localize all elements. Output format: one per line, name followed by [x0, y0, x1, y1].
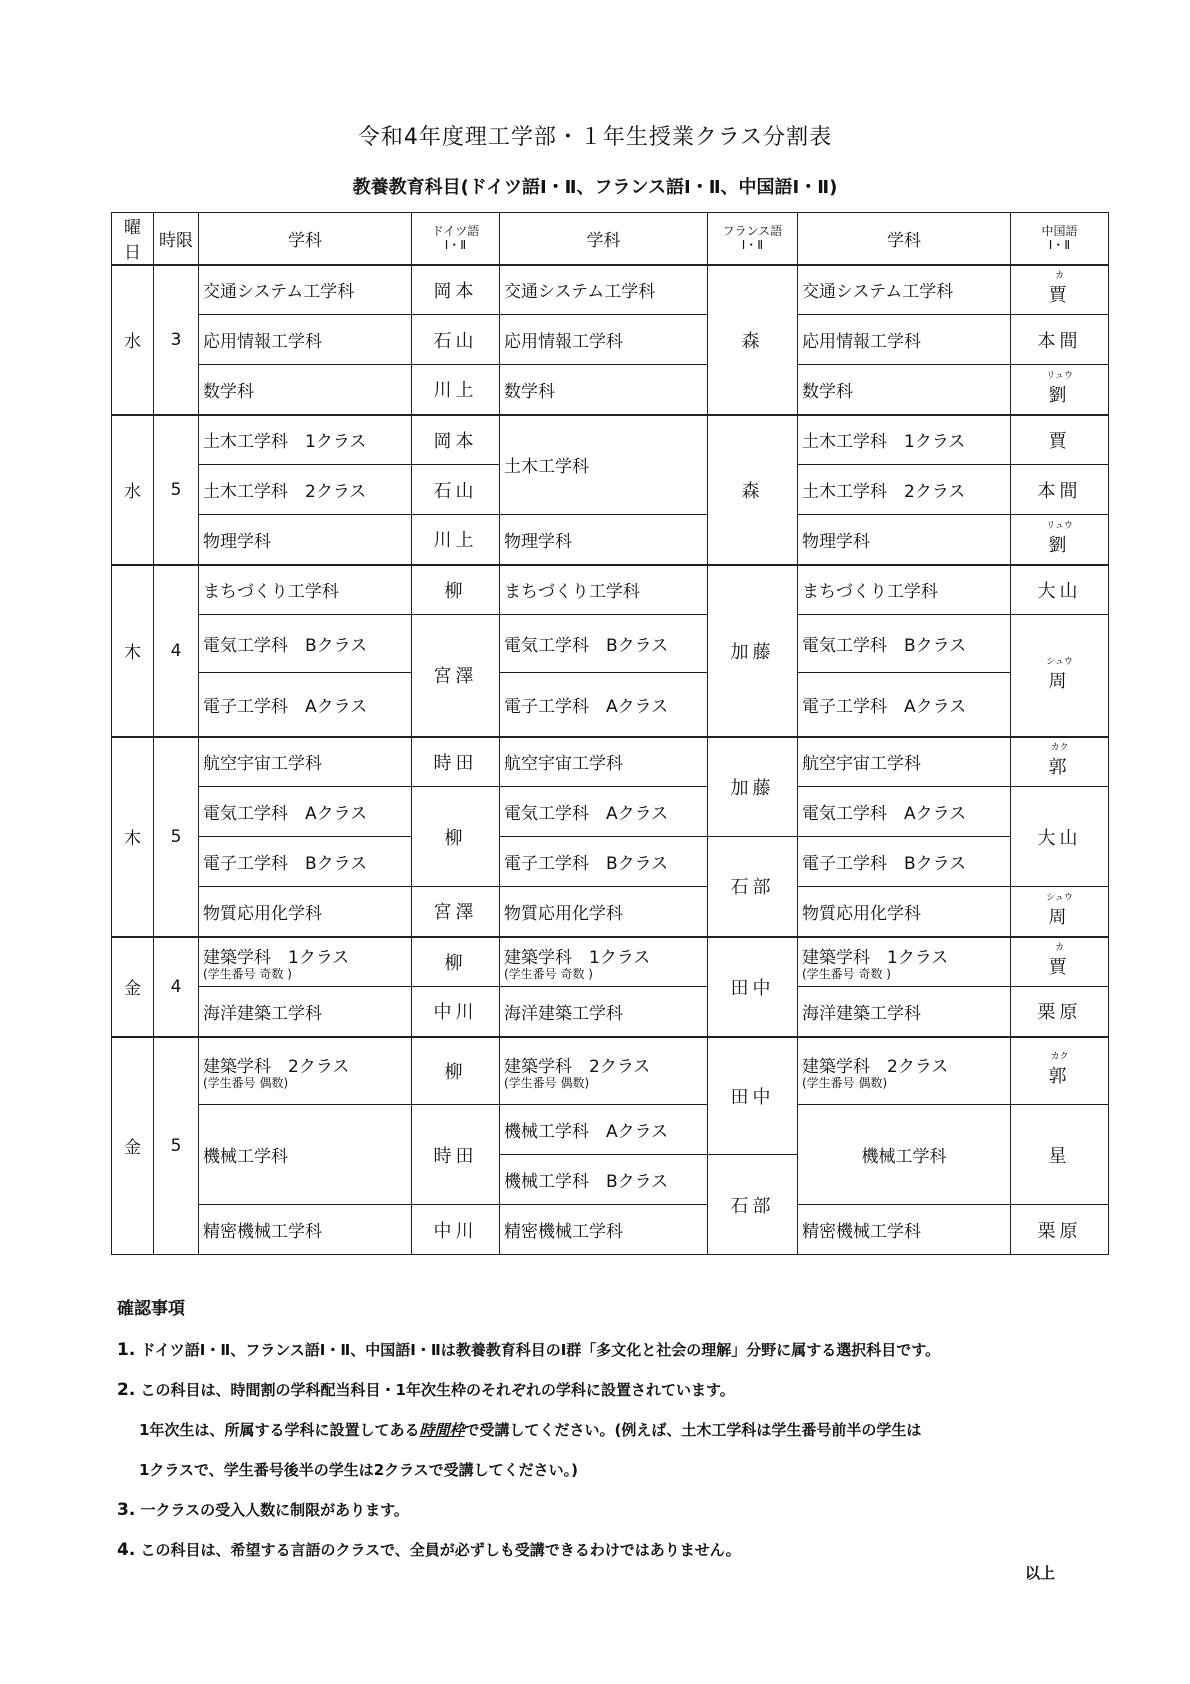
- header-day: 曜日: [112, 213, 154, 265]
- teacher-cell: 時田: [412, 1105, 500, 1205]
- dept-cell: 土木工学科 1クラス: [798, 415, 1011, 465]
- teacher-cell: 森: [708, 415, 798, 565]
- dept-cell: 建築学科 2クラス (学生番号 偶数): [798, 1037, 1011, 1105]
- table-row: [112, 1105, 1109, 1155]
- teacher-cell: シュウ 周: [1011, 615, 1109, 737]
- dept-cell: まちづくり工学科: [199, 565, 412, 615]
- dept-cell: 物質応用化学科: [199, 887, 412, 937]
- teacher-cell: 柳: [412, 565, 500, 615]
- dept-cell: 機械工学科 Bクラス: [500, 1155, 708, 1205]
- dept-cell: 応用情報工学科: [199, 315, 412, 365]
- dept-cell: 電気工学科 Bクラス: [500, 615, 708, 673]
- dept-cell: 電子工学科 Bクラス: [798, 837, 1011, 887]
- dept-cell: 土木工学科: [500, 415, 708, 515]
- table-row: [112, 265, 1109, 315]
- note-item: 1クラスで、学生番号後半の学生は2クラスで受講してください。): [139, 1461, 579, 1479]
- table-row: [112, 315, 1109, 365]
- dept-cell: 数学科: [798, 365, 1011, 415]
- dept-cell: 土木工学科 2クラス: [798, 465, 1011, 515]
- teacher-cell: 石山: [412, 465, 500, 515]
- note-item: 3. 一クラスの受入人数に制限があります。: [117, 1500, 409, 1520]
- dept-cell: 機械工学科: [798, 1105, 1011, 1205]
- dept-cell: 電子工学科 Aクラス: [798, 673, 1011, 737]
- ruby-text: シュウ: [1046, 892, 1073, 903]
- header-chinese: 中国語 Ⅰ・Ⅱ: [1011, 213, 1109, 265]
- dept-cell: 電気工学科 Aクラス: [500, 787, 708, 837]
- dept-cell: 航空宇宙工学科: [798, 737, 1011, 787]
- ruby-text: シュウ: [1046, 656, 1073, 667]
- teacher-cell: 石部: [708, 837, 798, 937]
- dept-cell: 電気工学科 Bクラス: [798, 615, 1011, 673]
- teacher-cell: 柳: [412, 937, 500, 987]
- class-division-table: [111, 212, 1109, 1255]
- period-cell: 5: [154, 1037, 199, 1255]
- teacher-cell: 宮澤: [412, 615, 500, 737]
- dept-cell: 電子工学科 Aクラス: [500, 673, 708, 737]
- table-row: [112, 565, 1109, 615]
- table-row: [112, 673, 1109, 737]
- table-row: [112, 1037, 1109, 1105]
- dept-cell: 精密機械工学科: [798, 1205, 1011, 1255]
- dept-cell: 精密機械工学科: [500, 1205, 708, 1255]
- day-cell: 木: [112, 565, 154, 737]
- teacher-cell: 大山: [1011, 787, 1109, 887]
- dept-cell: 海洋建築工学科: [798, 987, 1011, 1037]
- dept-cell: まちづくり工学科: [500, 565, 708, 615]
- teacher-cell: 宮澤: [412, 887, 500, 937]
- dept-cell: 応用情報工学科: [798, 315, 1011, 365]
- page-title: 令和4年度理工学部・１年生授業クラス分割表: [357, 125, 833, 150]
- dept-cell: 数学科: [500, 365, 708, 415]
- table-row: [112, 737, 1109, 787]
- note-item: 4. この科目は、希望する言語のクラスで、全員が必ずしも受講できるわけではありません。: [117, 1540, 741, 1560]
- dept-cell: 海洋建築工学科: [199, 987, 412, 1037]
- dept-cell: 航空宇宙工学科: [500, 737, 708, 787]
- notes-heading: 確認事項: [117, 1299, 185, 1319]
- teacher-cell: 柳: [412, 1037, 500, 1105]
- ruby-text: カ: [1054, 943, 1064, 954]
- teacher-cell: 石山: [412, 315, 500, 365]
- header-german: ドイツ語 Ⅰ・Ⅱ: [412, 213, 500, 265]
- header-dept-french: 学科: [500, 213, 708, 265]
- table-row: [112, 787, 1109, 837]
- teacher-cell: 森: [708, 265, 798, 415]
- teacher-cell: リュウ 劉: [1011, 365, 1109, 415]
- dept-cell: 電気工学科 Aクラス: [798, 787, 1011, 837]
- dept-cell: 交通システム工学科: [500, 265, 708, 315]
- teacher-cell: 石部: [708, 1155, 798, 1255]
- dept-cell: 電気工学科 Bクラス: [199, 615, 412, 673]
- teacher-cell: 栗原: [1011, 987, 1109, 1037]
- dept-cell: 精密機械工学科: [199, 1205, 412, 1255]
- ruby-text: カク: [1050, 1052, 1069, 1063]
- teacher-cell: カク 郭: [1011, 1037, 1109, 1105]
- teacher-cell: 本間: [1011, 315, 1109, 365]
- dept-cell: 土木工学科 1クラス: [199, 415, 412, 465]
- table-row: [112, 887, 1109, 937]
- dept-cell: 機械工学科: [199, 1105, 412, 1205]
- teacher-cell: カ 賈: [1011, 265, 1109, 315]
- dept-cell: 電子工学科 Bクラス: [500, 837, 708, 887]
- teacher-cell: 中川: [412, 1205, 500, 1255]
- dept-cell: 航空宇宙工学科: [199, 737, 412, 787]
- period-cell: 4: [154, 937, 199, 1037]
- teacher-cell: 田中: [708, 1037, 798, 1155]
- teacher-cell: リュウ 劉: [1011, 515, 1109, 565]
- teacher-cell: カ 賈: [1011, 937, 1109, 987]
- dept-cell: 電子工学科 Aクラス: [199, 673, 412, 737]
- table-row: [112, 365, 1109, 415]
- dept-cell: 建築学科 2クラス (学生番号 偶数): [500, 1037, 708, 1105]
- teacher-cell: 岡本: [412, 265, 500, 315]
- page-subtitle: 教養教育科目(ドイツ語Ⅰ・Ⅱ、フランス語Ⅰ・Ⅱ、中国語Ⅰ・Ⅱ): [352, 177, 838, 198]
- end-mark: 以上: [1025, 1564, 1056, 1582]
- teacher-cell: 星: [1011, 1105, 1109, 1205]
- table-row: [112, 837, 1109, 887]
- ruby-text: カ: [1054, 271, 1064, 282]
- table-row: [112, 515, 1109, 565]
- dept-cell: 建築学科 1クラス (学生番号 奇数 ): [500, 937, 708, 987]
- ruby-text: リュウ: [1046, 370, 1073, 381]
- dept-cell: まちづくり工学科: [798, 565, 1011, 615]
- period-cell: 5: [154, 415, 199, 565]
- day-cell: 金: [112, 937, 154, 1037]
- teacher-cell: 栗原: [1011, 1205, 1109, 1255]
- note-item: 2. この科目は、時間割の学科配当科目・1年次生枠のそれぞれの学科に設置されています。: [117, 1380, 735, 1400]
- table-row: [112, 415, 1109, 465]
- dept-cell: 電子工学科 Bクラス: [199, 837, 412, 887]
- teacher-cell: 岡本: [412, 415, 500, 465]
- dept-cell: 電気工学科 Aクラス: [199, 787, 412, 837]
- table-row: [112, 987, 1109, 1037]
- dept-cell: 建築学科 1クラス (学生番号 奇数 ): [199, 937, 412, 987]
- dept-cell: 物理学科: [199, 515, 412, 565]
- day-cell: 木: [112, 737, 154, 937]
- teacher-cell: 柳: [412, 787, 500, 887]
- teacher-cell: 時田: [412, 737, 500, 787]
- teacher-cell: カク 郭: [1011, 737, 1109, 787]
- teacher-cell: 中川: [412, 987, 500, 1037]
- dept-cell: 海洋建築工学科: [500, 987, 708, 1037]
- header-period: 時限: [154, 213, 199, 265]
- dept-cell: 交通システム工学科: [199, 265, 412, 315]
- dept-cell: 物理学科: [798, 515, 1011, 565]
- dept-cell: 機械工学科 Aクラス: [500, 1105, 708, 1155]
- table-row: [112, 937, 1109, 987]
- table-row: [112, 615, 1109, 673]
- dept-cell: 物質応用化学科: [500, 887, 708, 937]
- dept-cell: 建築学科 1クラス (学生番号 奇数 ): [798, 937, 1011, 987]
- underlined-text: 時間枠: [419, 1421, 465, 1439]
- teacher-cell: 川上: [412, 365, 500, 415]
- teacher-cell: 本間: [1011, 465, 1109, 515]
- note-item: 1年次生は、所属する学科に設置してある時間枠で受講してください。(例えば、土木工学科は学生番号前半の学生は: [139, 1421, 922, 1439]
- teacher-cell: シュウ 周: [1011, 887, 1109, 937]
- dept-cell: 物理学科: [500, 515, 708, 565]
- teacher-cell: 田中: [708, 937, 798, 1037]
- ruby-text: リュウ: [1046, 520, 1073, 531]
- teacher-cell: 加藤: [708, 565, 798, 737]
- teacher-cell: 賈: [1011, 415, 1109, 465]
- table-row: [112, 1205, 1109, 1255]
- day-cell: 水: [112, 265, 154, 415]
- header-dept-german: 学科: [199, 213, 412, 265]
- day-cell: 金: [112, 1037, 154, 1255]
- dept-cell: 応用情報工学科: [500, 315, 708, 365]
- ruby-text: カク: [1050, 743, 1069, 754]
- table-header: [112, 213, 1109, 265]
- teacher-cell: 大山: [1011, 565, 1109, 615]
- teacher-cell: 川上: [412, 515, 500, 565]
- period-cell: 5: [154, 737, 199, 937]
- dept-cell: 数学科: [199, 365, 412, 415]
- dept-cell: 交通システム工学科: [798, 265, 1011, 315]
- dept-cell: 建築学科 2クラス (学生番号 偶数): [199, 1037, 412, 1105]
- dept-cell: 土木工学科 2クラス: [199, 465, 412, 515]
- note-item: 1. ドイツ語Ⅰ・Ⅱ、フランス語Ⅰ・Ⅱ、中国語Ⅰ・Ⅱは教養教育科目のⅠ群「多文化と社会の理解」分野に属する選択科目です。: [117, 1340, 941, 1360]
- teacher-cell: 加藤: [708, 737, 798, 837]
- day-cell: 水: [112, 415, 154, 565]
- notes-section: [117, 1294, 1067, 1579]
- period-cell: 3: [154, 265, 199, 415]
- header-dept-chinese: 学科: [798, 213, 1011, 265]
- dept-cell: 物質応用化学科: [798, 887, 1011, 937]
- period-cell: 4: [154, 565, 199, 737]
- header-french: フランス語 Ⅰ・Ⅱ: [708, 213, 798, 265]
